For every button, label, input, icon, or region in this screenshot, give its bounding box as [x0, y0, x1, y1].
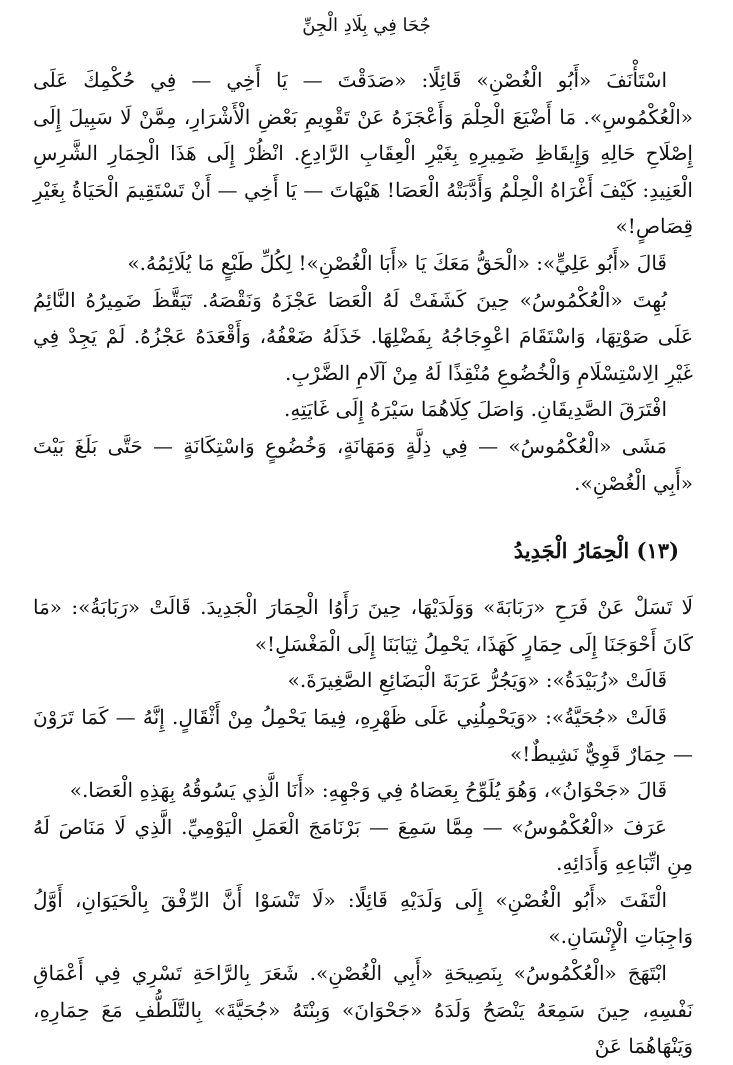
paragraph: قَالَ «أَبُو عَلِيٍّ»: «الْحَقُّ مَعَكَ يَا «أَبَا الْغُصْنِ»! لِكُلِّ طَبْعٍ مَا يُلَائِمُهُ.»: [127, 250, 667, 275]
paragraph: قَالَتْ «زُبَيْدَةُ»: «وَيَجُرُّ عَرَبَةَ الْبَضَائِعِ الصَّغِيرَةَ.»: [287, 668, 667, 693]
paragraph: الْتَفَتَ «أَبُو الْغُصْنِ» إِلَى وَلَدَيْهِ قَائِلًا: «لَا تَنْسَوْا أَنَّ الرِّفْقَ بِالْحَيَوَانِ، أَوَّلُ وَاجِبَاتِ الْإِنْسَانِ.»: [33, 887, 693, 949]
paragraph: ابْتَهَجَ «الْعُكْمُوسُ» بِنَصِيحَةِ «أَبِي الْغُصْنِ». شَعَرَ بِالرَّاحَةِ تَسْرِي فِي أَعْمَاقِ نَفْسِهِ، حِينَ سَمِعَهُ يَنْصَحُ وَلَدَهُ «جَحْوَانَ» وَبِنْتَهُ «جُحَيَّةَ» بِالتَّلَطُّفِ مَعَ حِمَارِهِ، وَيَنْهَاهُمَا عَنْ: [33, 961, 693, 1059]
paragraph: قَالَتْ «جُحَيَّةُ»: «وَيَحْمِلُنِي عَلَى ظَهْرِهِ، فِيمَا يَحْمِلُ مِنْ أَثْقَالٍ. إِنَّهُ — كَمَا تَرَوْنَ — حِمَارٌ قَوِيٌّ نَشِيطٌ!»: [33, 704, 693, 766]
running-header: جُحَا فِي بِلَادِ الْجِنِّ: [302, 15, 431, 36]
paragraph: مَشَى «الْعُكْمُوسُ» — فِي ذِلَّةٍ وَمَهَانَةٍ، وَخُضُوعٍ وَاسْتِكَانَةٍ — حَتَّى بَلَغَ بَيْتَ «أَبِي الْغُصْنِ».: [33, 433, 693, 495]
paragraph: لَا تَسَلْ عَنْ فَرَحِ «رَبَابَةَ» وَوَلَدَيْهَا، حِينَ رَأَوُا الْحِمَارَ الْجَدِيدَ. قَالَتْ «رَبَابَةُ»: «مَا كَانَ أَحْوَجَنَا إِلَى حِمَارٍ كَهَذَا، يَحْمِلُ ثِيَابَنَا إِلَى الْمَغْسَلِ!»: [33, 595, 693, 656]
page-body: [33, 62, 693, 1065]
paragraph: اسْتَأْنَفَ «أَبُو الْغُصْنِ» قَائِلًا: «صَدَقْتَ — يَا أَخِي — فِي حُكْمِكَ عَلَى «الْعُكْمُوسِ». مَا أَضْيَعَ الْحِلْمَ وَأَعْجَزَهُ عَنْ تَقْوِيمِ بَعْضِ الْأَشْرَارِ، مِمَّنْ لَا سَبِيلَ إِلَى إِصْلَاحِ حَالِهِ وَإِيقَاظِ ضَمِيرِهِ بِغَيْرِ الْعِقَابِ الرَّادِعِ. انْظُرْ إِلَى هَذَا الْحِمَارِ الشَّرِسِ الْعَنِيدِ: كَيْفَ أَغْرَاهُ الْحِلْمُ وَأَدَّبَتْهُ الْعَصَا! هَيْهَاتَ — يَا أَخِي — أَنْ تَسْتَقِيمَ الْحَيَاةُ بِغَيْرِ قِصَاصٍ!»: [33, 68, 693, 239]
paragraph: عَرَفَ «الْعُكْمُوسُ» — مِمَّا سَمِعَ — بَرْنَامَجَ الْعَمَلِ الْيَوْمِيِّ. الَّذِي لَا مَنَاصَ لَهُ مِنِ اتِّبَاعِهِ وَأَدَائِهِ.: [33, 814, 693, 876]
paragraph: بُهِتَ «الْعُكْمُوسُ» حِينَ كَشَفَتْ لَهُ الْعَصَا عَجْزَهُ وَنَقْصَهُ. تَيَقَّظَ ضَمِيرُهُ النَّائِمُ عَلَى صَوْتِهَا، وَاسْتَقَامَ اعْوِجَاجُهُ بِفَضْلِهَا. خَذَلَهُ ضَعْفُهُ، وَأَقْعَدَهُ عَجْزُهُ. لَمْ يَجِدْ فِي غَيْرِ الِاسْتِسْلَامِ وَالْخُضُوعِ مُنْقِذًا لَهُ مِنْ آلَامِ الضَّرْبِ.: [33, 287, 693, 385]
paragraph: افْتَرَقَ الصَّدِيقَانِ. وَاصَلَ كِلَاهُمَا سَيْرَهُ إِلَى غَايَتِهِ.: [283, 397, 667, 422]
chapter-title: (١٣) الْحِمَارُ الْجَدِيدُ: [513, 538, 679, 564]
paragraph: قَالَ «جَحْوَانُ»، وَهُوَ يُلَوِّحُ بِعَصَاهُ فِي وَجْهِهِ: «أَنَا الَّذِي يَسُوقُهُ بِهَذِهِ الْعَصَا.»: [69, 778, 667, 803]
